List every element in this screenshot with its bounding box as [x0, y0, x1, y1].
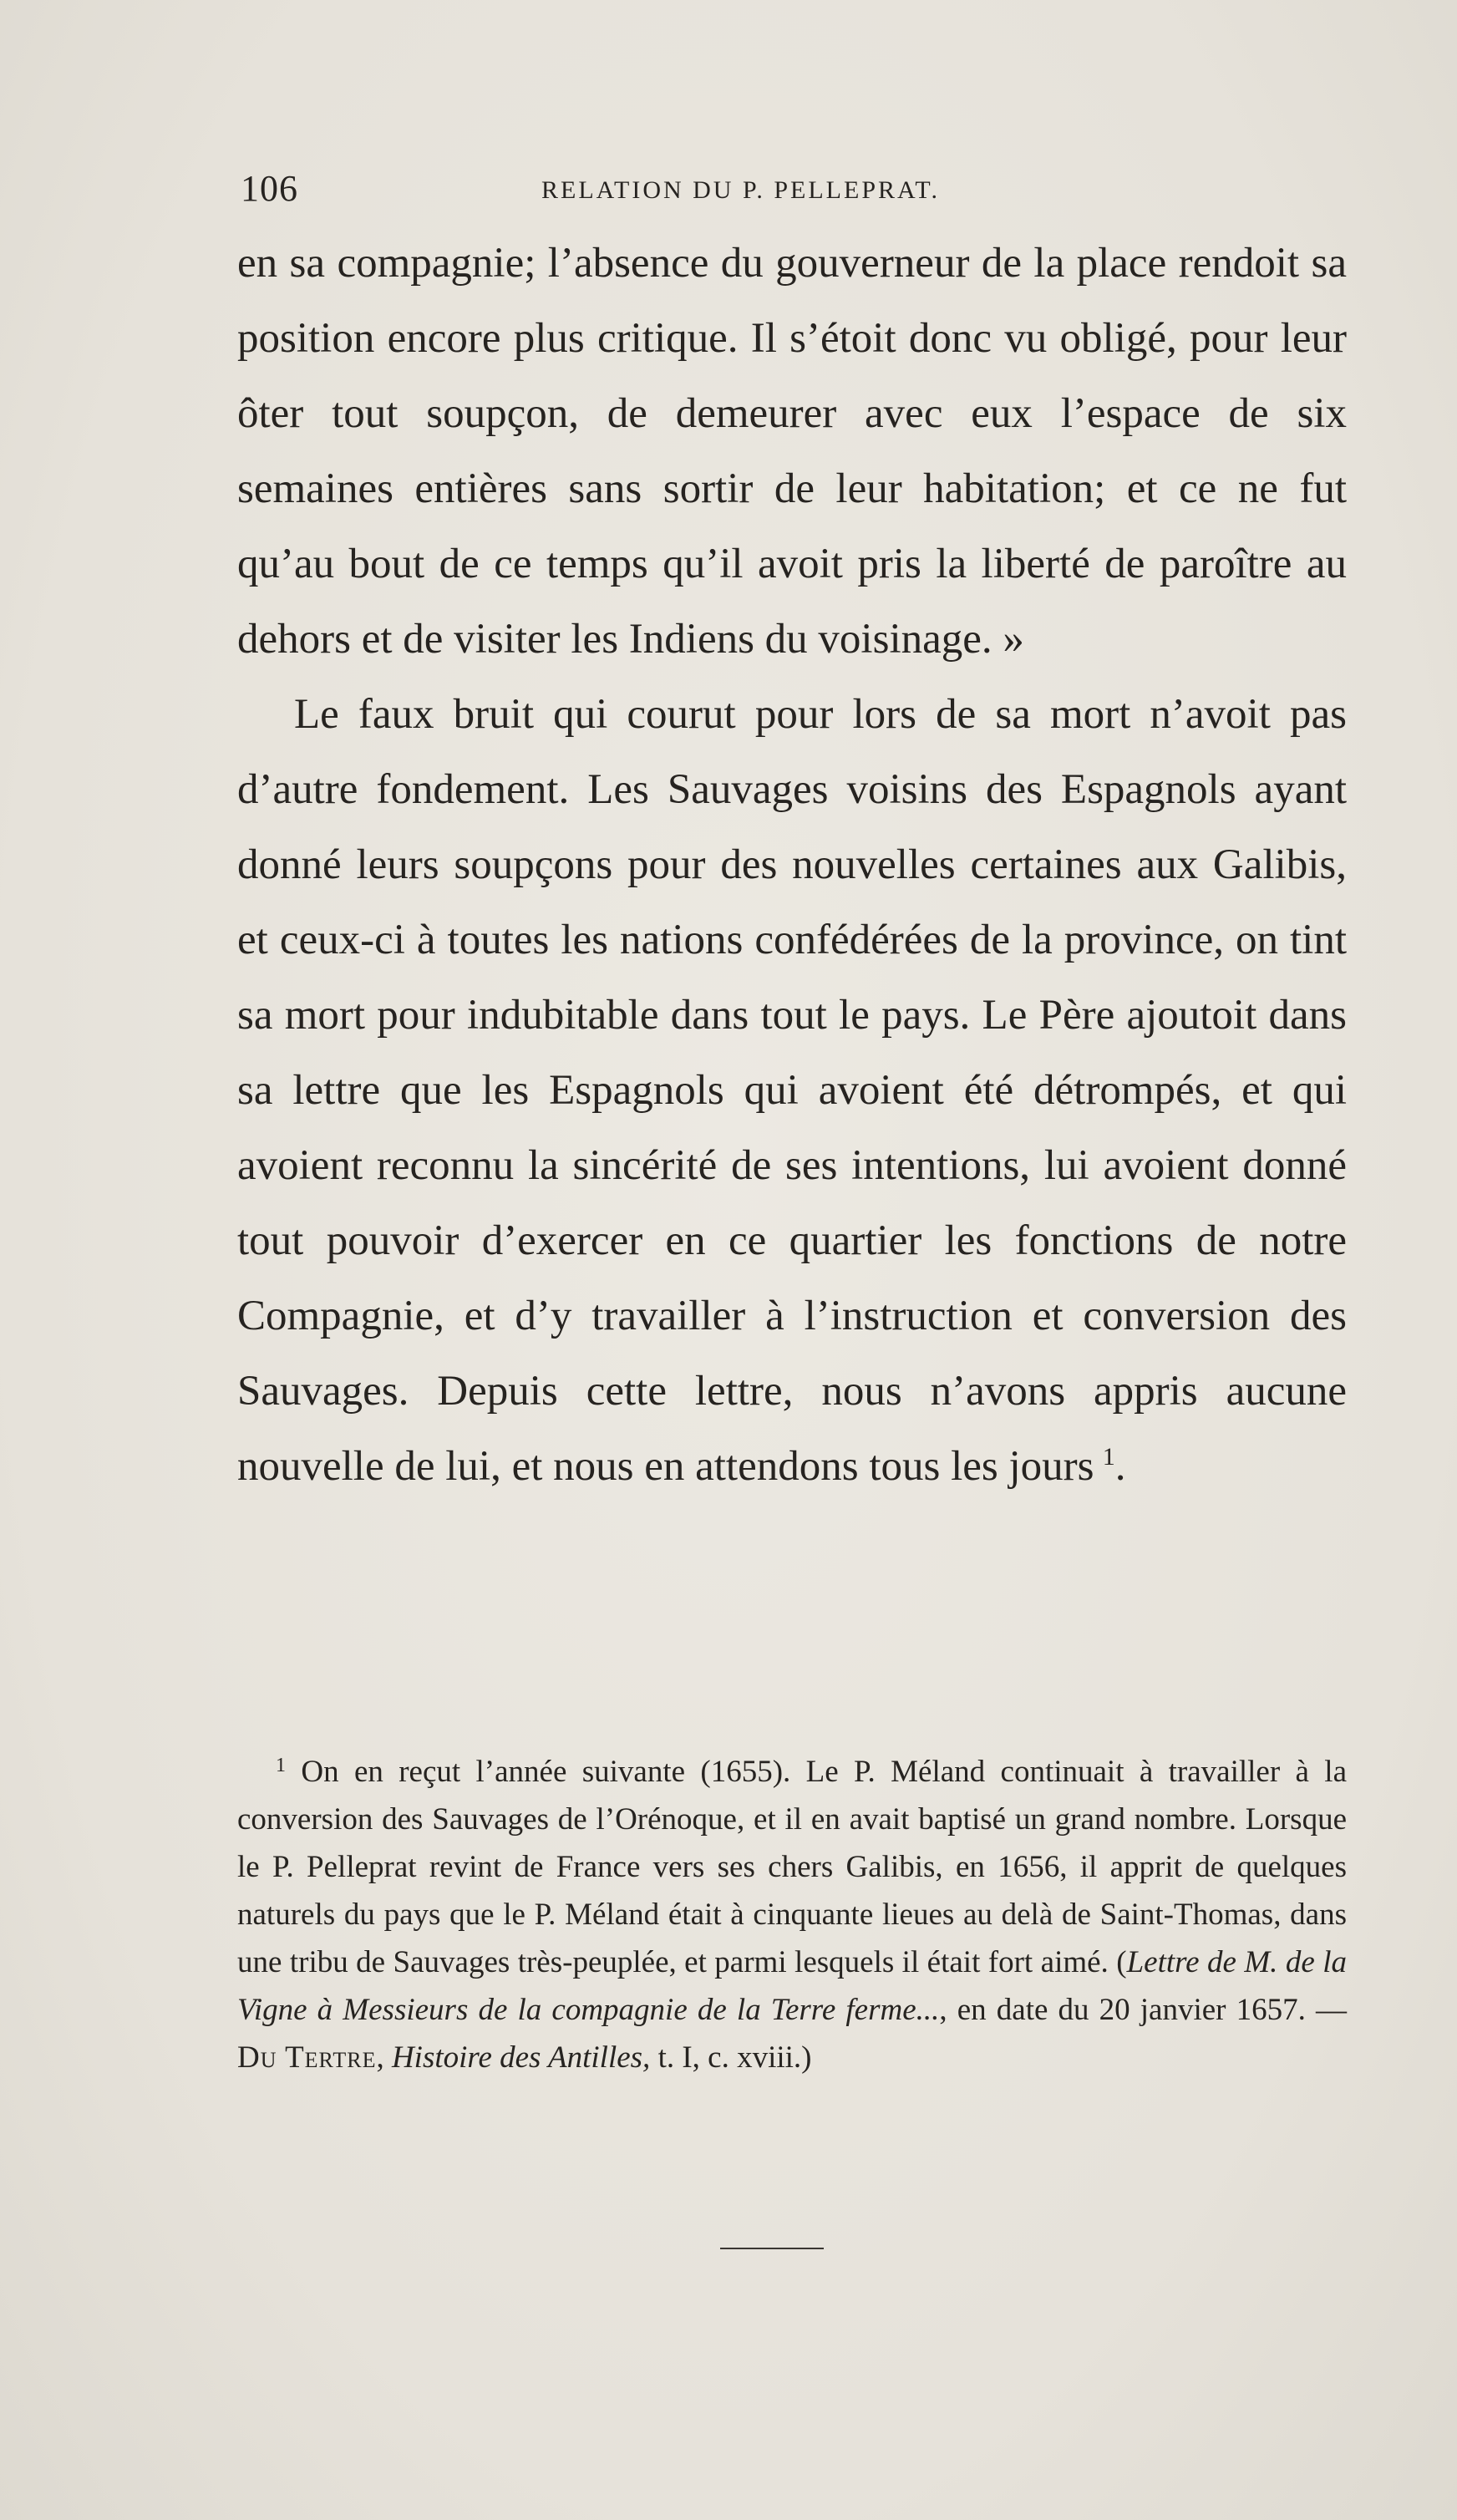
footnote-text: ,	[376, 2040, 392, 2075]
running-head: RELATION DU P. PELLEPRAT.	[541, 176, 940, 204]
paragraph-text: en sa compagnie; l’absence du gouverneur de la place rendoit sa position encore plus critique. Il s’étoit donc vu obligé, pour leur ôter tout soupçon, de demeurer avec eux l’espace de six semaines entières sans sortir de leur habitation; et ce ne fut qu’au bout de ce temps qu’il avoit pris la liberté de paroître au dehors et de visiter les Indiens du voisinage. »	[237, 240, 1347, 663]
paragraph-text: Le faux bruit qui courut pour lors de sa mort n’avoit pas d’autre fondement. Les Sauvages voisins des Espagnols ayant donné leurs soupçons pour des nouvelles certaines aux Galibis, et ceux-ci à toutes les nations confédérées de la province, on tint sa mort pour indubitable dans tout le pays. Le Père ajoutoit dans sa lettre que les Espagnols qui avoient été détrompés, et qui avoient reconnu la sincérité de ses intentions, lui avoient donné tout pouvoir d’exercer en ce quartier les fonctions de notre Compagnie, et d’y travailler à l’instruction et conversion des Sauvages. Depuis cette lettre, nous n’avons appris aucune nouvelle de lui, et nous en attendons tous les jours	[237, 691, 1347, 1490]
paragraph	[237, 677, 1347, 1504]
footnote	[237, 1748, 1347, 2081]
paragraph-end: .	[1114, 1443, 1126, 1490]
footnote-text: , en date du 20 janvier 1657. —	[939, 1993, 1347, 2027]
footnote-author: Du Tertre	[237, 2040, 377, 2075]
footnote-book-title: Histoire des Antilles,	[391, 2040, 651, 2075]
footnote-marker: 1	[276, 1755, 286, 1776]
footnote-text: On en reçut l’année suivante (1655). Le P. Méland continuait à travailler à la conversion des Sauvages de l’Orénoque, et il en avait baptisé un grand nombre. Lorsque le P. Pelleprat revint de France vers ses chers Galibis, en 1656, il apprit de quelques naturels du pays que le P. Méland était à cinquante lieues au delà de Saint-Thomas, dans une tribu de Sauvages très-peuplée, et parmi lesquels il était fort aimé. (	[237, 1755, 1347, 1979]
footnote-text: t. I, c. xviii.)	[650, 2040, 812, 2075]
page-header	[241, 164, 1348, 214]
footnote-citation-title: Lettre de M. de la Vigne à Messieurs de la compagnie de la Terre ferme...	[237, 1945, 1347, 2027]
paragraph	[237, 226, 1347, 677]
main-text	[237, 226, 1347, 1504]
footnote-reference: 1	[1102, 1443, 1115, 1471]
end-rule	[720, 2248, 824, 2249]
page-number: 106	[241, 168, 298, 209]
